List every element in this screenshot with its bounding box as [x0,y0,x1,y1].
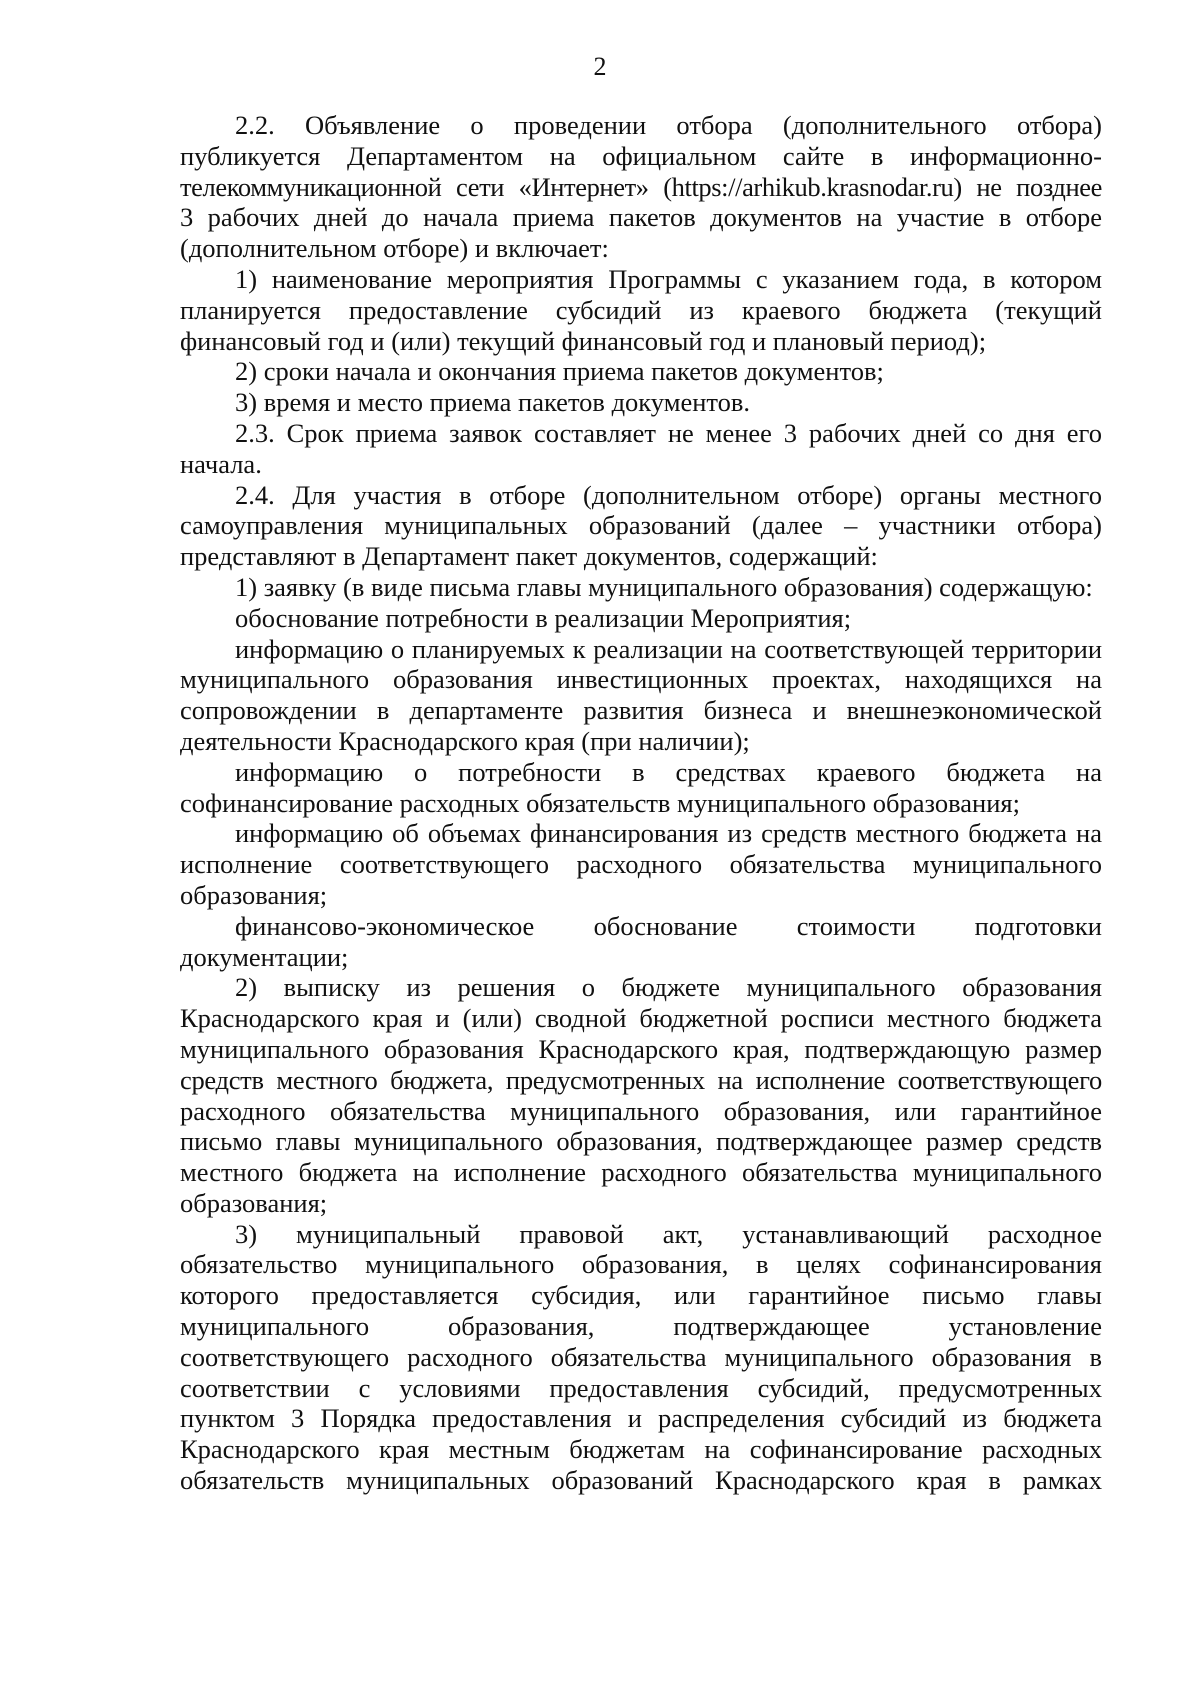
text-line: деятельности Краснодарского края (при наличии); [180,725,750,756]
text-line: расходного обязательства муниципального образования, или гарантийное [180,1095,1102,1126]
text-line: финансовый год и (или) текущий финансовый год и плановый период); [180,325,987,356]
text-line: публикуется Департаментом на официальном сайте в информационно- [180,140,1102,171]
document-body [180,110,1102,1496]
text-line: исполнение соответствующего расходного обязательства муниципального [180,849,1102,880]
text-line: пунктом 3 Порядка предоставления и распределения субсидий из бюджета [180,1403,1102,1434]
text-line: обязательство муниципального образования, в целях софинансирования [180,1249,1102,1280]
text-line: муниципального образования Краснодарского края, подтверждающую размер [180,1033,1102,1064]
text-line: представляют в Департамент пакет документов, содержащий: [180,541,878,572]
text-line: финансово-экономическое обоснование стоимости подготовки [235,910,1102,941]
text-line: Краснодарского края и (или) сводной бюджетной росписи местного бюджета [180,1003,1102,1034]
text-line: муниципального образования, подтверждающее установление [180,1311,1102,1342]
text-line: 2) выписку из решения о бюджете муниципального образования [235,972,1102,1003]
text-line: соответствующего расходного обязательства муниципального образования в [180,1341,1102,1372]
text-line: Краснодарского края местным бюджетам на софинансирование расходных [180,1434,1102,1465]
text-line: софинансирование расходных обязательств муниципального образования; [180,787,1020,818]
text-line: 3 рабочих дней до начала приема пакетов документов на участие в отборе [180,202,1102,233]
text-line: обоснование потребности в реализации Мероприятия; [235,602,852,633]
text-line: обязательств муниципальных образований Краснодарского края в рамках [180,1465,1102,1496]
text-line: начала. [180,448,262,479]
text-line: 2) сроки начала и окончания приема пакетов документов; [235,356,884,387]
page-number: 2 [593,52,607,81]
text-line: 2.3. Срок приема заявок составляет не менее 3 рабочих дней со дня его [235,417,1102,448]
text-line: соответствии с условиями предоставления субсидий, предусмотренных [180,1372,1102,1403]
text-line: телекоммуникационной сети «Интернет» (https://arhikub.krasnodar.ru) не позднее [180,171,1102,202]
text-line: 2.2. Объявление о проведении отбора (дополнительного отбора) [235,110,1102,140]
text-line: 3) время и место приема пакетов документов. [235,387,751,418]
text-line: средств местного бюджета, предусмотренных на исполнение соответствующего [180,1064,1102,1095]
text-line: муниципального образования инвестиционных проектах, находящихся на [180,664,1102,695]
text-line: 3) муниципальный правовой акт, устанавливающий расходное [235,1218,1102,1249]
text-line: (дополнительном отборе) и включает: [180,233,609,264]
text-line: письмо главы муниципального образования, подтверждающее размер средств [180,1126,1102,1157]
text-line: сопровождении в департаменте развития бизнеса и внешнеэкономической [180,695,1102,726]
text-line: информацию о планируемых к реализации на соответствующей территории [235,633,1102,664]
text-line: информацию о потребности в средствах краевого бюджета на [235,756,1102,787]
text-line: документации; [180,941,349,972]
text-line: образования; [180,879,328,910]
text-line: местного бюджета на исполнение расходного обязательства муниципального [180,1157,1102,1188]
text-line: которого предоставляется субсидия, или гарантийное письмо главы [180,1280,1102,1311]
text-line: 1) заявку (в виде письма главы муниципального образования) содержащую: [235,571,1093,602]
text-line: планируется предоставление субсидий из краевого бюджета (текущий [180,294,1102,325]
text-line: информацию об объемах финансирования из средств местного бюджета на [235,818,1102,849]
text-line: 1) наименование мероприятия Программы с указанием года, в котором [235,263,1102,294]
text-line: образования; [180,1187,328,1218]
text-line: 2.4. Для участия в отборе (дополнительном отборе) органы местного [235,479,1102,510]
text-line: самоуправления муниципальных образований (далее – участники отбора) [180,510,1102,541]
